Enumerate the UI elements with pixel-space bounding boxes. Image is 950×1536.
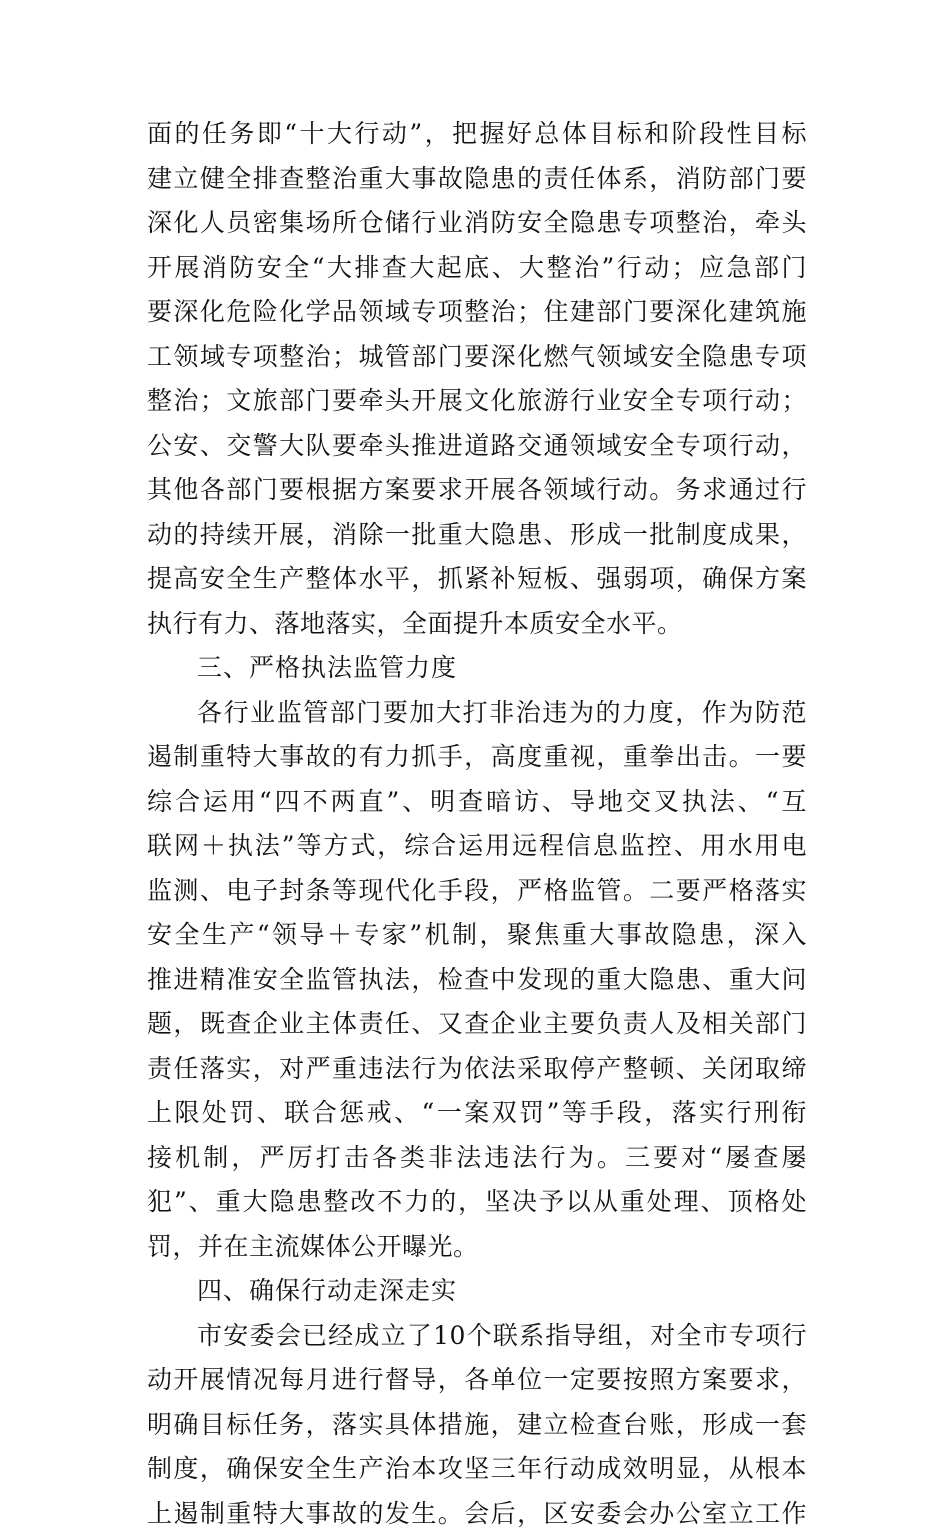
body-line: 动的持续开展，消除一批重大隐患、形成一批制度成果， [147,513,807,558]
body-line: 提高安全生产整体水平，抓紧补短板、强弱项，确保方案 [147,557,807,602]
body-line: 深化人员密集场所仓储行业消防安全隐患专项整治，牵头 [147,201,807,246]
body-line: 其他各部门要根据方案要求开展各领域行动。务求通过行 [147,468,807,513]
body-line: 接机制，严厉打击各类非法违法行为。三要对“屡查屡 [147,1136,807,1181]
body-line: 要深化危险化学品领域专项整治；住建部门要深化建筑施 [147,290,807,335]
body-line: 综合运用“四不两直”、明查暗访、导地交叉执法、“互 [147,780,807,825]
body-line: 遏制重特大事故的有力抓手，高度重视，重拳出击。一要 [147,735,807,780]
body-line: 监测、电子封条等现代化手段，严格监管。二要严格落实 [147,869,807,914]
body-line: 推进精准安全监管执法，检查中发现的重大隐患、重大问 [147,958,807,1003]
body-line: 上限处罚、联合惩戒、“一案双罚”等手段，落实行刑衔 [147,1091,807,1136]
section-heading: 三、严格执法监管力度 [147,646,807,691]
body-line: 面的任务即“十大行动”，把握好总体目标和阶段性目标 [147,112,807,157]
body-line: 责任落实，对严重违法行为依法采取停产整顿、关闭取缔 [147,1047,807,1092]
body-line: 动开展情况每月进行督导，各单位一定要按照方案要求， [147,1358,807,1403]
document-body [147,112,807,1536]
body-line: 罚，并在主流媒体公开曝光。 [147,1225,807,1270]
body-line: 建立健全排查整治重大事故隐患的责任体系，消防部门要 [147,157,807,202]
body-line: 明确目标任务，落实具体措施，建立检查台账，形成一套 [147,1403,807,1448]
body-line: 制度，确保安全生产治本攻坚三年行动成效明显，从根本 [147,1447,807,1492]
body-line: 犯”、重大隐患整改不力的，坚决予以从重处理、顶格处 [147,1180,807,1225]
body-line: 执行有力、落地落实，全面提升本质安全水平。 [147,602,807,647]
body-line: 工领域专项整治；城管部门要深化燃气领域安全隐患专项 [147,335,807,380]
body-line: 公安、交警大队要牵头推进道路交通领域安全专项行动， [147,424,807,469]
body-line: 市安委会已经成立了10个联系指导组，对全市专项行 [147,1314,807,1359]
body-line: 题，既查企业主体责任、又查企业主要负责人及相关部门 [147,1002,807,1047]
body-line: 开展消防安全“大排查大起底、大整治”行动；应急部门 [147,246,807,291]
body-line: 上遏制重特大事故的发生。会后，区安委会办公室立工作 [147,1492,807,1536]
body-line: 各行业监管部门要加大打非治违为的力度，作为防范 [147,691,807,736]
body-line: 安全生产“领导＋专家”机制，聚焦重大事故隐患，深入 [147,913,807,958]
body-line: 整治；文旅部门要牵头开展文化旅游行业安全专项行动； [147,379,807,424]
section-heading: 四、确保行动走深走实 [147,1269,807,1314]
body-line: 联网＋执法”等方式，综合运用远程信息监控、用水用电 [147,824,807,869]
